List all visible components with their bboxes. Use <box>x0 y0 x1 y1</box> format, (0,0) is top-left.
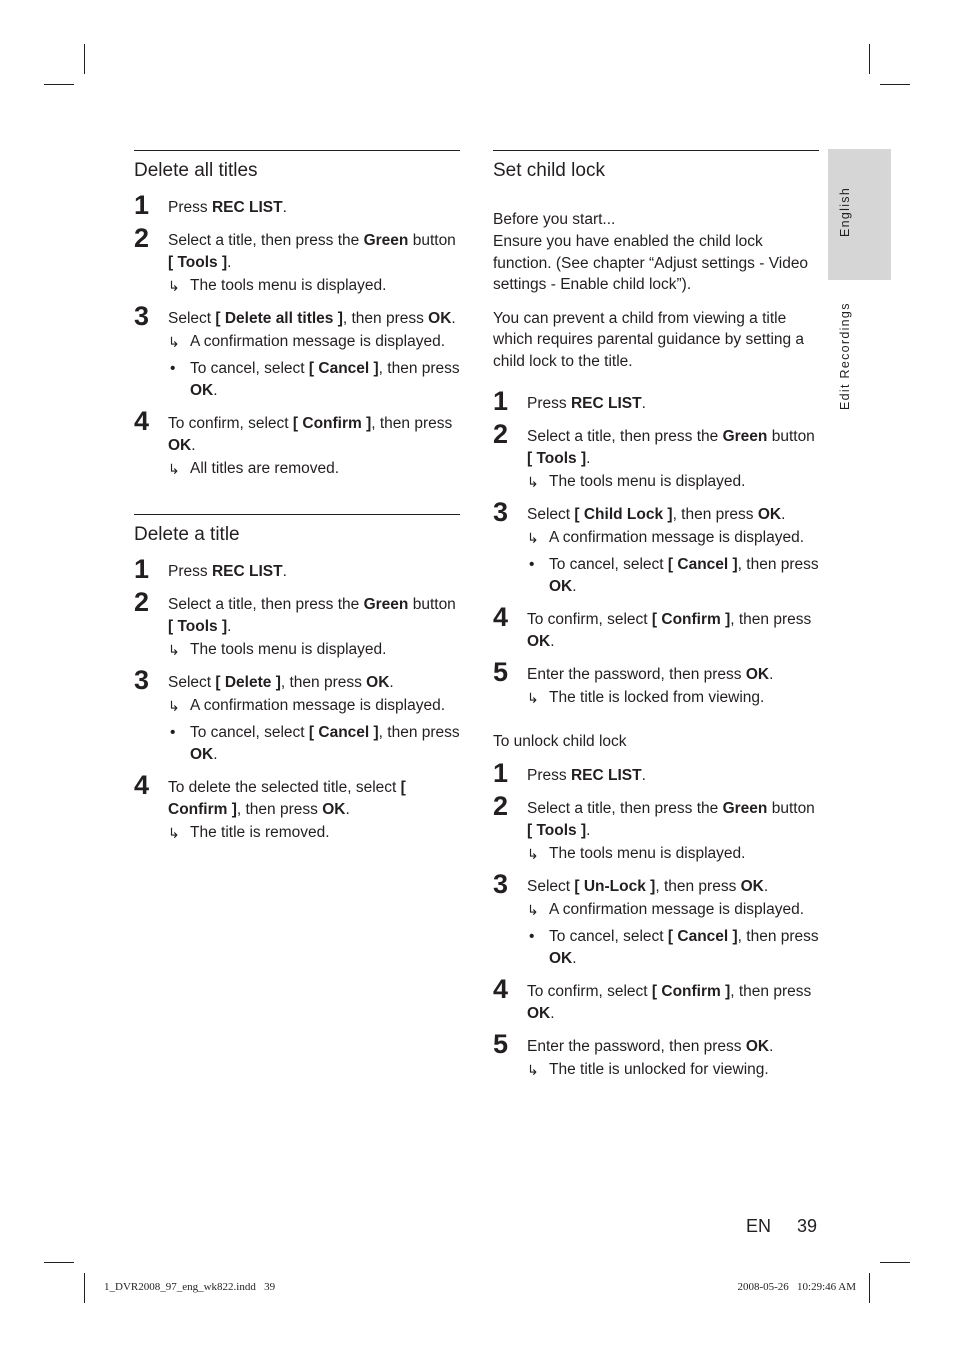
step-text: . <box>213 746 218 763</box>
step-text: , then press <box>236 801 323 818</box>
step-text: Select a title, then press the <box>168 596 364 613</box>
keyword: [ Tools ] <box>168 618 228 635</box>
step-text: Select <box>527 505 575 523</box>
step-result <box>527 687 819 709</box>
unlock-title: To unlock child lock <box>493 732 627 750</box>
note-text <box>190 360 460 399</box>
keyword: OK <box>549 577 573 595</box>
step-text: . <box>572 577 577 595</box>
step-instruction <box>527 765 819 787</box>
crop-mark <box>869 44 870 74</box>
step-2 <box>493 790 819 865</box>
step-3 <box>134 301 460 402</box>
step-text: . <box>781 505 786 523</box>
step-text: To cancel, select <box>549 555 668 573</box>
step-text: . <box>550 1004 555 1022</box>
result-arrow-icon: ↳ <box>168 334 180 350</box>
step-note <box>527 926 819 970</box>
result-text: A confirmation message is displayed. <box>549 900 805 918</box>
step-number: 3 <box>493 868 509 899</box>
step-text: To confirm, select <box>168 415 293 432</box>
section-title: Delete a title <box>134 524 240 545</box>
keyword: OK <box>527 1004 551 1022</box>
step-number: 1 <box>134 190 150 220</box>
result-arrow-icon: ↳ <box>168 278 180 294</box>
keyword: OK <box>366 674 390 691</box>
crop-mark <box>84 44 85 74</box>
keyword: [ Tools ] <box>527 821 587 839</box>
step-text: . <box>641 394 646 412</box>
keyword: OK <box>190 382 214 399</box>
result-text: All titles are removed. <box>190 460 340 477</box>
step-4 <box>493 973 819 1025</box>
step-text: To confirm, select <box>527 982 652 1000</box>
bullet-icon: • <box>170 724 176 741</box>
step-4 <box>134 770 460 844</box>
result-arrow-icon: ↳ <box>527 1061 539 1078</box>
step-result <box>527 843 819 865</box>
result-text: The title is unlocked for viewing. <box>549 1060 769 1078</box>
step-instruction <box>527 1036 819 1058</box>
result-text: The tools menu is displayed. <box>190 277 387 294</box>
result-text: A confirmation message is displayed. <box>549 528 805 546</box>
step-text: Select a title, then press the <box>527 799 723 817</box>
keyword: [ Confirm ] <box>168 779 406 818</box>
step-text: , then press <box>730 982 812 1000</box>
step-text: . <box>769 1037 774 1055</box>
slug-timestamp: 2008-05-26 10:29:46 AM <box>737 1281 856 1293</box>
keyword: OK <box>190 746 214 763</box>
step-text: . <box>586 449 591 467</box>
keyword: [ Tools ] <box>527 449 587 467</box>
step-text: , then press <box>655 877 741 895</box>
result-arrow-icon: ↳ <box>527 901 539 918</box>
result-arrow-icon: ↳ <box>168 825 180 841</box>
step-text: Press <box>527 394 571 412</box>
step-instruction <box>527 393 819 415</box>
step-number: 2 <box>134 223 150 253</box>
keyword: OK <box>428 310 452 327</box>
step-text: . <box>282 199 287 216</box>
step-2 <box>134 587 460 661</box>
crop-mark <box>44 84 74 85</box>
keyword: REC LIST <box>211 563 283 580</box>
step-instruction <box>168 561 460 583</box>
keyword: OK <box>745 1037 770 1055</box>
step-text: . <box>191 437 196 454</box>
step-5 <box>493 656 819 709</box>
bullet-icon: • <box>529 927 535 945</box>
step-instruction <box>527 876 819 898</box>
step-text: Select <box>168 310 216 327</box>
step-number: 2 <box>493 418 509 449</box>
keyword: Green <box>722 427 768 445</box>
step-text: . <box>550 632 555 650</box>
step-number: 4 <box>493 973 509 1004</box>
note-text <box>190 724 460 763</box>
step-text: . <box>227 254 232 271</box>
step-instruction <box>168 230 460 274</box>
result-text: The title is removed. <box>190 824 330 841</box>
step-number: 3 <box>134 665 150 695</box>
result-arrow-icon: ↳ <box>527 845 539 862</box>
result-arrow-icon: ↳ <box>527 473 539 490</box>
keyword: REC LIST <box>211 199 283 216</box>
result-arrow-icon: ↳ <box>168 698 180 714</box>
step-text: To confirm, select <box>527 610 652 628</box>
step-number: 5 <box>493 1028 509 1059</box>
step-text: , then press <box>730 610 812 628</box>
result-text: The tools menu is displayed. <box>549 472 746 490</box>
step-number: 4 <box>134 770 150 800</box>
step-instruction <box>168 197 460 219</box>
step-text: . <box>345 801 350 818</box>
step-instruction <box>168 413 460 457</box>
step-result <box>527 471 819 493</box>
result-arrow-icon: ↳ <box>527 689 539 706</box>
step-text: , then press <box>737 555 819 573</box>
step-3 <box>493 868 819 970</box>
step-text: Press <box>168 199 212 216</box>
step-result <box>168 695 460 717</box>
step-4 <box>493 601 819 653</box>
step-text: , then press <box>378 360 460 377</box>
step-text: . <box>641 766 646 784</box>
step-text: . <box>282 563 287 580</box>
before-you-start-text: Ensure you have enabled the child lock function. (See chapter “Adjust settings - Video settings - Enable child lock”). <box>493 233 809 294</box>
step-result <box>168 331 460 353</box>
section-title: Set child lock <box>493 160 605 181</box>
left-column <box>134 150 460 878</box>
step-result <box>168 639 460 661</box>
step-text: , then press <box>280 674 367 691</box>
step-text: Select a title, then press the <box>527 427 723 445</box>
step-text: Select <box>168 674 216 691</box>
page-number: 39 <box>796 1216 817 1236</box>
step-result <box>527 527 819 549</box>
step-text: , then press <box>342 310 429 327</box>
keyword: Green <box>363 596 409 613</box>
step-4 <box>134 406 460 480</box>
step-text: button <box>408 232 456 249</box>
intro-text: You can prevent a child from viewing a title which requires parental guidance by setting a child lock to the title. <box>493 309 805 370</box>
step-text: Enter the password, then press <box>527 1037 746 1055</box>
result-arrow-icon: ↳ <box>168 642 180 658</box>
step-text: button <box>408 596 456 613</box>
result-text: The tools menu is displayed. <box>549 844 746 862</box>
section-delete-a-title <box>134 514 460 844</box>
right-column <box>493 150 819 1092</box>
step-instruction <box>168 594 460 638</box>
step-text: , then press <box>737 927 819 945</box>
step-instruction <box>527 504 819 526</box>
step-instruction <box>527 981 819 1025</box>
step-text: . <box>213 382 218 399</box>
step-text: . <box>389 674 394 691</box>
page-footer <box>746 1216 817 1237</box>
step-2 <box>134 223 460 297</box>
step-text: . <box>763 877 769 895</box>
keyword: [ Delete all titles ] <box>215 310 343 327</box>
keyword: [ Delete ] <box>215 674 281 691</box>
crop-mark <box>869 1273 870 1303</box>
step-1 <box>134 554 460 584</box>
note-text <box>549 556 819 595</box>
bullet-icon: • <box>529 555 535 573</box>
step-text: To delete the selected title, select <box>168 779 401 796</box>
keyword: [ Un-Lock ] <box>574 877 656 895</box>
step-list <box>493 385 819 709</box>
step-text: . <box>227 618 232 635</box>
step-1 <box>493 757 819 788</box>
step-number: 2 <box>134 587 150 617</box>
crop-mark <box>880 1262 910 1263</box>
result-text: The title is locked from viewing. <box>549 688 765 706</box>
result-text: A confirmation message is displayed. <box>190 697 446 714</box>
keyword: [ Cancel ] <box>667 927 738 945</box>
step-number: 2 <box>493 790 509 821</box>
keyword: OK <box>549 949 573 967</box>
step-1 <box>493 385 819 416</box>
step-3 <box>134 665 460 766</box>
step-text: , then press <box>371 415 453 432</box>
step-result <box>168 458 460 480</box>
step-instruction <box>527 609 819 653</box>
keyword: Green <box>722 799 768 817</box>
step-number: 3 <box>493 496 509 527</box>
keyword: OK <box>527 632 551 650</box>
step-text: , then press <box>672 505 758 523</box>
note-text <box>549 928 819 967</box>
keyword: [ Confirm ] <box>292 415 372 432</box>
result-text: The tools menu is displayed. <box>190 641 387 658</box>
keyword: OK <box>745 665 770 683</box>
keyword: [ Cancel ] <box>308 360 379 377</box>
keyword: REC LIST <box>570 394 642 412</box>
step-text: Press <box>168 563 212 580</box>
step-result <box>168 275 460 297</box>
step-instruction <box>527 426 819 470</box>
step-3 <box>493 496 819 598</box>
keyword: OK <box>322 801 346 818</box>
slug-filename: 1_DVR2008_97_eng_wk822.indd 39 <box>104 1281 276 1293</box>
result-text: A confirmation message is displayed. <box>190 333 446 350</box>
keyword: [ Tools ] <box>168 254 228 271</box>
step-text: . <box>572 949 577 967</box>
step-1 <box>134 190 460 220</box>
keyword: [ Confirm ] <box>651 610 731 628</box>
step-result <box>527 1059 819 1081</box>
step-number: 4 <box>493 601 509 632</box>
keyword: Green <box>363 232 409 249</box>
crop-mark <box>880 84 910 85</box>
keyword: [ Cancel ] <box>308 724 379 741</box>
result-arrow-icon: ↳ <box>168 461 180 477</box>
step-number: 3 <box>134 301 150 331</box>
step-number: 1 <box>493 757 509 788</box>
step-list <box>493 757 819 1081</box>
keyword: [ Cancel ] <box>667 555 738 573</box>
step-note <box>527 554 819 598</box>
crop-mark <box>84 1273 85 1303</box>
step-number: 5 <box>493 656 509 687</box>
step-list <box>134 554 460 844</box>
keyword: OK <box>757 505 782 523</box>
step-text: Select a title, then press the <box>168 232 364 249</box>
step-note <box>168 722 460 766</box>
step-instruction <box>527 798 819 842</box>
step-text: . <box>586 821 591 839</box>
step-text: To cancel, select <box>190 724 309 741</box>
keyword: OK <box>168 437 192 454</box>
step-number: 4 <box>134 406 150 436</box>
language-tab <box>828 149 891 280</box>
step-text: button <box>767 427 815 445</box>
step-instruction <box>527 664 819 686</box>
keyword: REC LIST <box>570 766 642 784</box>
step-text: Select <box>527 877 575 895</box>
step-list <box>134 190 460 480</box>
step-result <box>168 822 460 844</box>
step-5 <box>493 1028 819 1081</box>
step-text: Press <box>527 766 571 784</box>
chapter-tab-label: Edit Recordings <box>838 302 852 410</box>
section-set-child-lock <box>493 150 819 1081</box>
step-text: , then press <box>378 724 460 741</box>
step-2 <box>493 418 819 493</box>
step-text: To cancel, select <box>549 927 668 945</box>
step-number: 1 <box>493 385 509 416</box>
step-text: To cancel, select <box>190 360 309 377</box>
step-text: . <box>451 310 456 327</box>
before-you-start-title: Before you start... <box>493 211 616 228</box>
step-text: button <box>767 799 815 817</box>
step-result <box>527 899 819 921</box>
step-note <box>168 358 460 402</box>
keyword: [ Confirm ] <box>651 982 731 1000</box>
bullet-icon: • <box>170 360 176 377</box>
section-title: Delete all titles <box>134 160 258 181</box>
footer-language: EN <box>745 1216 771 1236</box>
step-text: Enter the password, then press <box>527 665 746 683</box>
step-instruction <box>168 308 460 330</box>
step-number: 1 <box>134 554 150 584</box>
section-delete-all-titles <box>134 150 460 480</box>
step-instruction <box>168 672 460 694</box>
step-text: . <box>769 665 774 683</box>
keyword: OK <box>740 877 764 895</box>
crop-mark <box>44 1262 74 1263</box>
language-tab-label: English <box>838 186 852 237</box>
keyword: [ Child Lock ] <box>574 505 673 523</box>
step-instruction <box>168 777 460 821</box>
result-arrow-icon: ↳ <box>527 529 539 546</box>
